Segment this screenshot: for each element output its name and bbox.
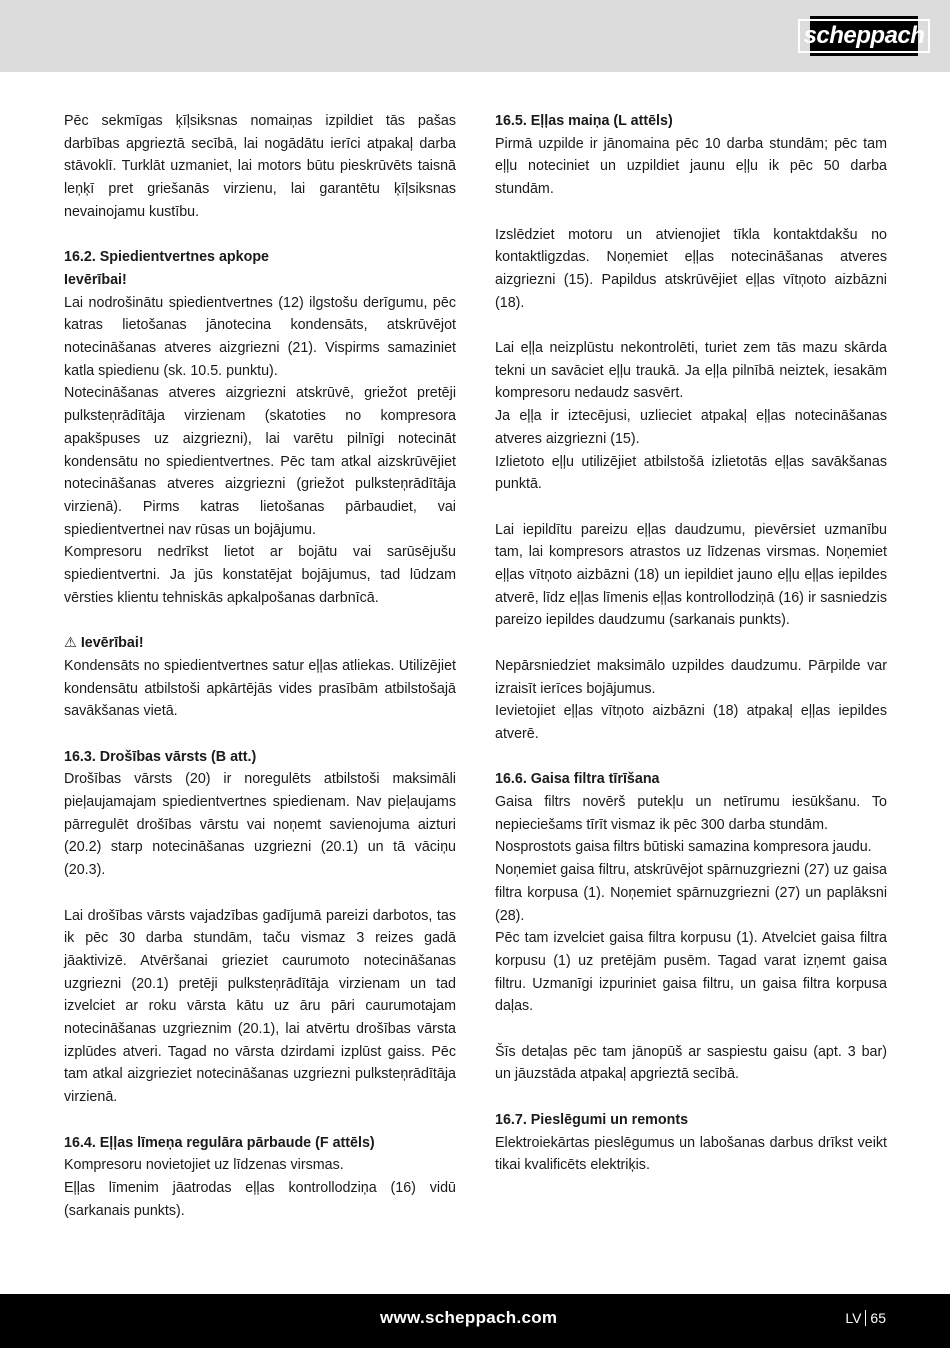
section-heading-16-7: 16.7. Pieslēgumi un remonts [495,1111,689,1128]
paragraph: Noņemiet gaisa filtru, atskrūvējot spārnuzgriezni (27) uz gaisa filtra korpusa (1). Noņemiet spārnuzgriezni (27) un paplāksni (28). [495,862,887,924]
brand-logo [803,16,925,56]
page-number [845,1310,886,1326]
paragraph: Lai nodrošinātu spiedientvertnes (12) ilgstošu derīgumu, pēc katras lietošanas jānotecina kondensāts, atskrūvējot notecināšanas atveres aizgriezni (21). Vispirms samaziniet katla spiedienu (sk. 10.5. punktu). [64,294,456,379]
paragraph: Lai eļļa neizplūstu nekontrolēti, turiet zem tās mazu skārda tekni un savāciet eļļu traukā. Ja eļļa pilnībā neiztek, iesakām kompresoru nedaudz sasvērt. [495,340,887,402]
section-heading-16-5: 16.5. Eļļas maiņa (L attēls) [495,113,673,129]
brand-logo-text: scheppach [798,19,931,53]
paragraph: Izlietoto eļļu utilizējiet atbilstošā izlietotās eļļas savākšanas punktā. [495,453,887,493]
paragraph: Pirmā uzpilde ir jānomaina pēc 10 darba stundām; pēc tam eļļu noteciniet un uzpildiet jaunu eļļu ik pēc 50 darba stundām. [495,135,887,198]
warning-label: Ievērībai! [64,271,127,288]
paragraph: Kondensāts no spiedientvertnes satur eļļas atliekas. Utilizējiet kondensātu atbilstoši apkārtējās vides prasībām atbilstošajā savākšanas vietā. [64,657,456,720]
warning-title: Ievērībai! [80,635,144,652]
paragraph: Elektroiekārtas pieslēgumus un labošanas darbus drīkst veikt tikai kvalificēts elektriķis. [495,1134,887,1174]
language-code: LV [845,1310,862,1326]
page-footer [0,1294,950,1348]
paragraph: Nosprostots gaisa filtrs būtiski samazina kompresora jaudu. [495,839,872,856]
page-number-value: 65 [870,1310,886,1326]
paragraph: Kompresoru nedrīkst lietot ar bojātu vai sarūsējušu spiedientvertni. Ja jūs konstatējat bojājumus, tad lūdzam vērsties klientu tehniskās apkalpošanas darbnīcā. [64,544,456,606]
paragraph: Nepārsniedziet maksimālo uzpildes daudzumu. Pārpilde var izraisīt ierīces bojājumus. [495,657,887,697]
paragraph: Pēc tam izvelciet gaisa filtra korpusu (1). Atvelciet gaisa filtra korpusu (1) uz pretējām pusēm. Tagad varat izņemt gaisa filtru. Uzmanīgi izpuriniet gaisa filtru, un gaisa filtra korpusa daļas. [495,930,887,1015]
paragraph: Pēc sekmīgas ķīļsiksnas nomaiņas izpildiet tās pašas darbības apgrieztā secībā, lai nogādātu ierīci atpakaļ darba stāvoklī. Turklāt uzmaniet, lai motors būtu pieskrūvēts taisnā leņķī pret griešanās virzienu, lai garantētu ķīļsiksnas nevainojamu kustību. [64,113,456,220]
divider [865,1310,866,1326]
paragraph: Drošības vārsts (20) ir noregulēts atbilstoši maksimāli pieļaujamajam spiedientvertnes spiedienam. Nav pieļaujams pārregulēt drošības vārstu vai noņemt savienojuma aizturi (20.2) starp notecināšanas uzgriezni (20.1) un tā vāciņu (20.3). [64,771,456,879]
page-header [0,0,950,72]
warning-icon: ⚠ [64,635,77,652]
paragraph: Lai drošības vārsts vajadzības gadījumā pareizi darbotos, tas ik pēc 30 darba stundām, taču vismaz 3 reizes gadā jāaktivizē. Atvēršanai grieziet caurumoto notecināšanas uzgriezni (20.1) pretēji pulksteņrādītāja virzienam un tad izvelciet ar roku vārsta kātu uz āru pāri caurumotajam notecināšanas uzgrieznim (20.1), lai atvērtu drošības vārsta izplūdes atveri. Tagad no vārsta dzirdami izplūst gaiss. Pēc tam atkal aizgrieziet notecināšanas uzgriezni pulksteņrādītāja virzienā. [64,907,456,1106]
paragraph: Notecināšanas atveres aizgriezni atskrūvē, griežot pretēji pulksteņrādītāja virzienam (skatoties no kompresora apakšpuses uz aizgriezni), lai varētu pilnīgi notecināt kondensātu no spiedientvertnes. Pēc tam atkal aizskrūvējiet notecināšanas atveres aizgriezni (griežot pulksteņrādītāja virzienā). Pirms katras lietošanas pārbaudiet, vai spiedientvertnei nav rūsas un bojājumu. [64,385,456,538]
paragraph: Ja eļļa ir iztecējusi, uzlieciet atpakaļ eļļas notecināšanas atveres aizgriezni (15). [495,408,887,447]
paragraph: Kompresoru novietojiet uz līdzenas virsmas. [64,1157,344,1174]
section-heading-16-2: 16.2. Spiedientvertnes apkope [64,249,270,266]
paragraph: Lai iepildītu pareizu eļļas daudzumu, pievērsiet uzmanību tam, lai kompresors atrastos uz līdzenas virsmas. Noņemiet eļļas vītņoto aizbāzni (18) un iepildiet jauno eļļu eļļas iepildes atverē, līdz eļļas līmenis eļļas kontrollodziņā (16) ir sasniedzis pareizo iepildes daudzumu (sarkanais punkts). [495,521,887,629]
section-heading-16-6: 16.6. Gaisa filtra tīrīšana [495,771,660,788]
warning-heading [64,632,456,655]
section-heading-16-4: 16.4. Eļļas līmeņa regulāra pārbaude (F attēls) [64,1134,375,1151]
paragraph: Ievietojiet eļļas vītņoto aizbāzni (18) atpakaļ eļļas iepildes atverē. [495,703,887,742]
footer-website-link[interactable]: www.scheppach.com [380,1308,558,1327]
paragraph: Gaisa filtrs novērš putekļu un netīrumu iesūkšanu. To nepieciešams tīrīt vismaz ik pēc 300 darba stundām. [495,794,887,833]
section-heading-16-3: 16.3. Drošības vārsts (B att.) [64,748,257,765]
paragraph: Eļļas līmenim jāatrodas eļļas kontrollodziņa (16) vidū (sarkanais punkts). [64,1179,456,1219]
left-column [64,110,456,1222]
paragraph: Izslēdziet motoru un atvienojiet tīkla kontaktdakšu no kontaktligzdas. Noņemiet eļļas notecināšanas atveres aizgriezni (15). Papildus atskrūvējiet eļļas vītņoto aizbāzni (18). [495,226,887,311]
right-column [495,110,887,1177]
paragraph: Šīs detaļas pēc tam jānopūš ar saspiestu gaisu (apt. 3 bar) un jāuzstāda atpakaļ apgrieztā secībā. [495,1043,887,1083]
